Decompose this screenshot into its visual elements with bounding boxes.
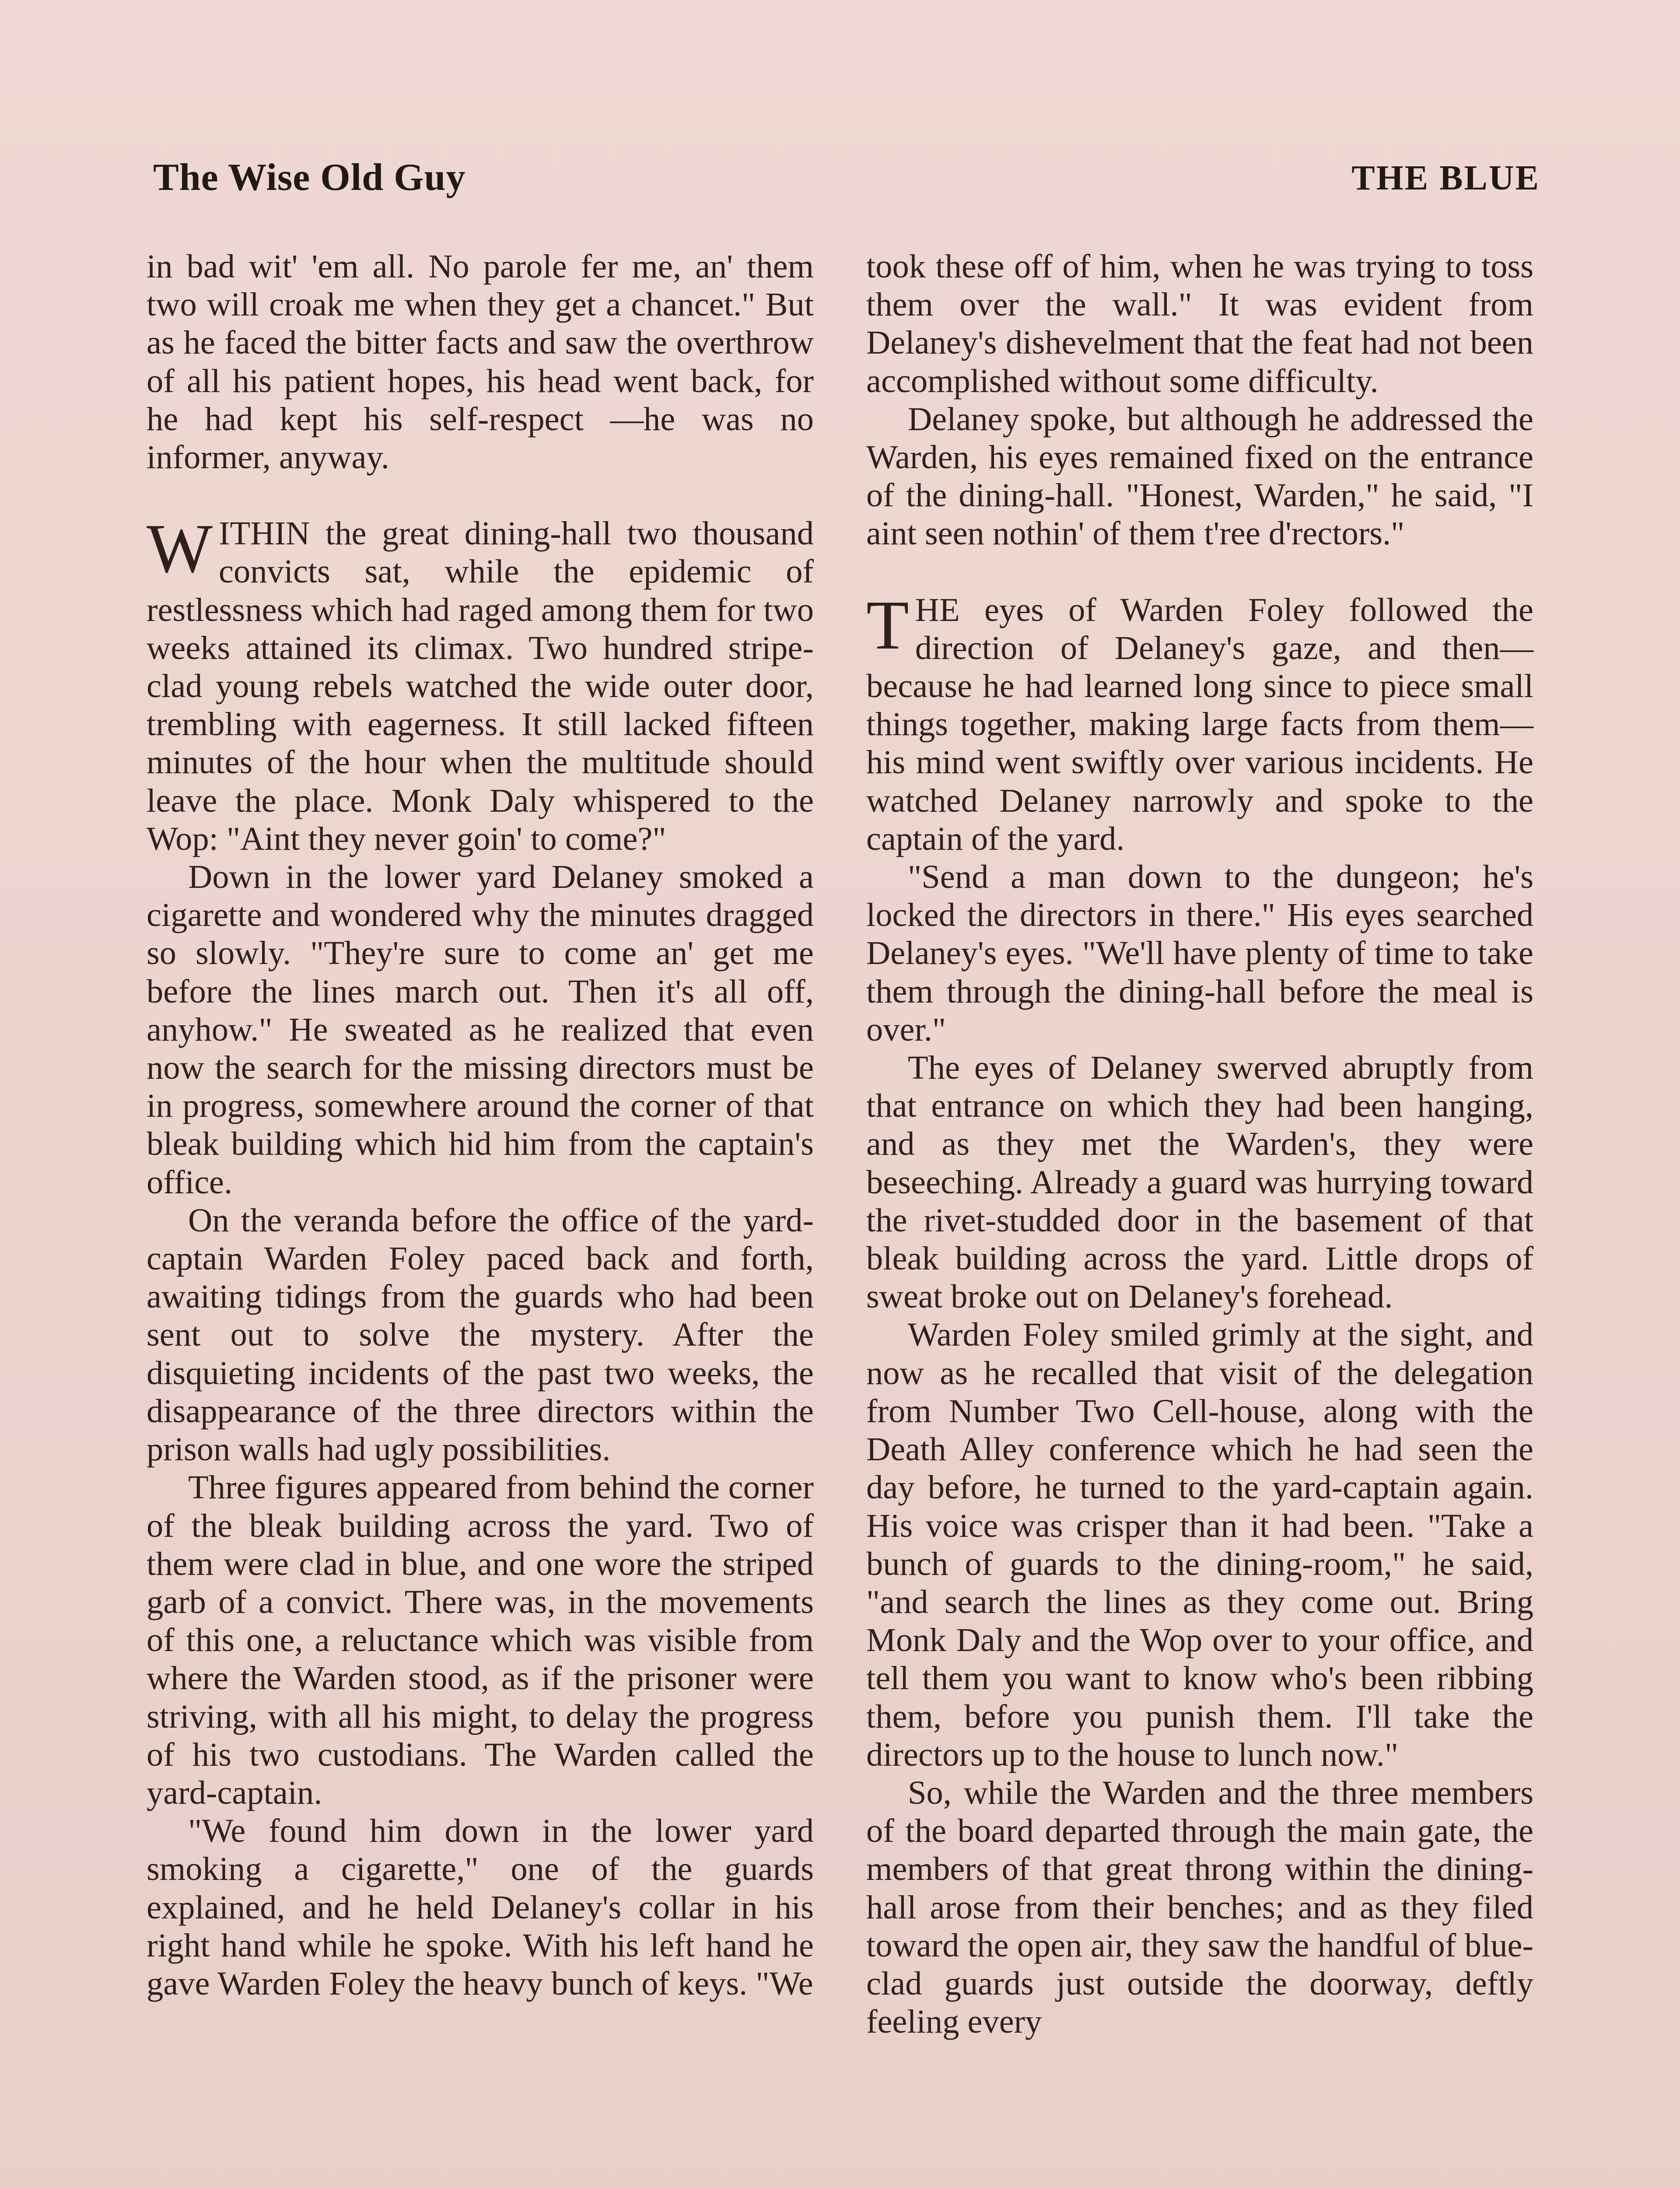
paragraph: Down in the lower yard Delaney smoked a cigarette and wondered why the minutes dragged so slowly. "They're sure to come an' get me before the lines march out. Then it's all off, anyhow." He sweated as he realized that even now the search for the missing directors must be in progress, somewhere around the corner of that bleak building which hid him from the captain's office. bbox=[147, 858, 814, 1201]
paragraph bbox=[147, 509, 814, 858]
paragraph: Three figures appeared from behind the corner of the bleak building across the yard. Two of them were clad in blue, and one wore the striped garb of a convict. There was, in the movements of this one, a reluctance which was visible from where the Warden stood, as if the prisoner were striving, with all his might, to delay the progress of his two custodians. The Warden called the yard-captain. bbox=[147, 1469, 814, 1811]
paragraph-text: HE eyes of Warden Foley followed the direction of Delaney's gaze, and then—because he had learned long since to piece small things together, making large facts from them—his mind went swiftly over various incidents. He watched Delaney narrowly and spoke to the captain of the yard. bbox=[866, 591, 1533, 857]
magazine-name: THE BLUE bbox=[1351, 159, 1540, 197]
drop-cap: W bbox=[147, 509, 213, 588]
paragraph: "We found him down in the lower yard smoking a cigarette," one of the guards explained, and he held Delaney's collar in his right hand while he spoke. With his left hand he gave Warden Foley the heavy bunch of keys. "We bbox=[147, 1812, 814, 2002]
paragraph: "Send a man down to the dungeon; he's locked the directors in there." His eyes searched Delaney's eyes. "We'll have plenty of time to take them through the dining-hall before the meal is over." bbox=[866, 858, 1533, 1048]
section-break bbox=[147, 476, 814, 514]
right-column bbox=[866, 247, 1533, 2041]
paragraph: in bad wit' 'em all. No parole fer me, an' them two will croak me when they get a chancet." But as he faced the bitter facts and saw the overthrow of all his patient hopes, his head went back, for he had kept his self-respect —he was no informer, anyway. bbox=[147, 248, 814, 476]
paragraph: The eyes of Delaney swerved abruptly from that entrance on which they had been hanging, and as they met the Warden's, they were beseeching. Already a guard was hurrying toward the rivet-studded door in the basement of that bleak building across the yard. Little drops of sweat broke out on Delaney's forehead. bbox=[866, 1049, 1533, 1315]
paragraph: took these off of him, when he was trying to toss them over the wall." It was evident from Delaney's dishevelment that the feat had not been accomplished without some difficulty. bbox=[866, 248, 1533, 400]
left-column bbox=[147, 247, 814, 2002]
paragraph: Delaney spoke, but although he addressed the Warden, his eyes remained fixed on the entrance of the dining-hall. "Honest, Warden," he said, "I aint seen nothin' of them t'ree d'rectors." bbox=[866, 400, 1533, 552]
paragraph: Warden Foley smiled grimly at the sight, and now as he recalled that visit of the delegation from Number Two Cell-house, along with the Death Alley conference which he had seen the day before, he turned to the yard-captain again. His voice was crisper than it had been. "Take a bunch of guards to the dining-room," he said, "and search the lines as they come out. Bring Monk Daly and the Wop over to your office, and tell them you want to know who's been ribbing them, before you punish them. I'll take the directors up to the house to lunch now." bbox=[866, 1316, 1533, 1773]
paragraph-text: ITHIN the great dining-hall two thousand convicts sat, while the epidemic of restlessness which had raged among them for two weeks attained its climax. Two hundred stripe-clad young rebels watched the wide outer door, trembling with eagerness. It still lacked fifteen minutes of the hour when the multitude should leave the place. Monk Daly whispered to the Wop: "Aint they never goin' to come?" bbox=[147, 515, 814, 857]
paragraph bbox=[866, 586, 1533, 858]
drop-cap: T bbox=[866, 586, 909, 664]
paragraph: So, while the Warden and the three members of the board departed through the main gate, the members of that great throng within the dining-hall arose from their benches; and as they filed toward the open air, they saw the handful of blue-clad guards just outside the doorway, deftly feeling every bbox=[866, 1774, 1533, 2041]
section-break bbox=[866, 553, 1533, 591]
running-title: The Wise Old Guy bbox=[153, 156, 466, 199]
paragraph: On the veranda before the office of the yard-captain Warden Foley paced back and forth, awaiting tidings from the guards who had been sent out to solve the mystery. After the disquieting incidents of the past two weeks, the disappearance of the three directors within the prison walls had ugly possibilities. bbox=[147, 1201, 814, 1468]
